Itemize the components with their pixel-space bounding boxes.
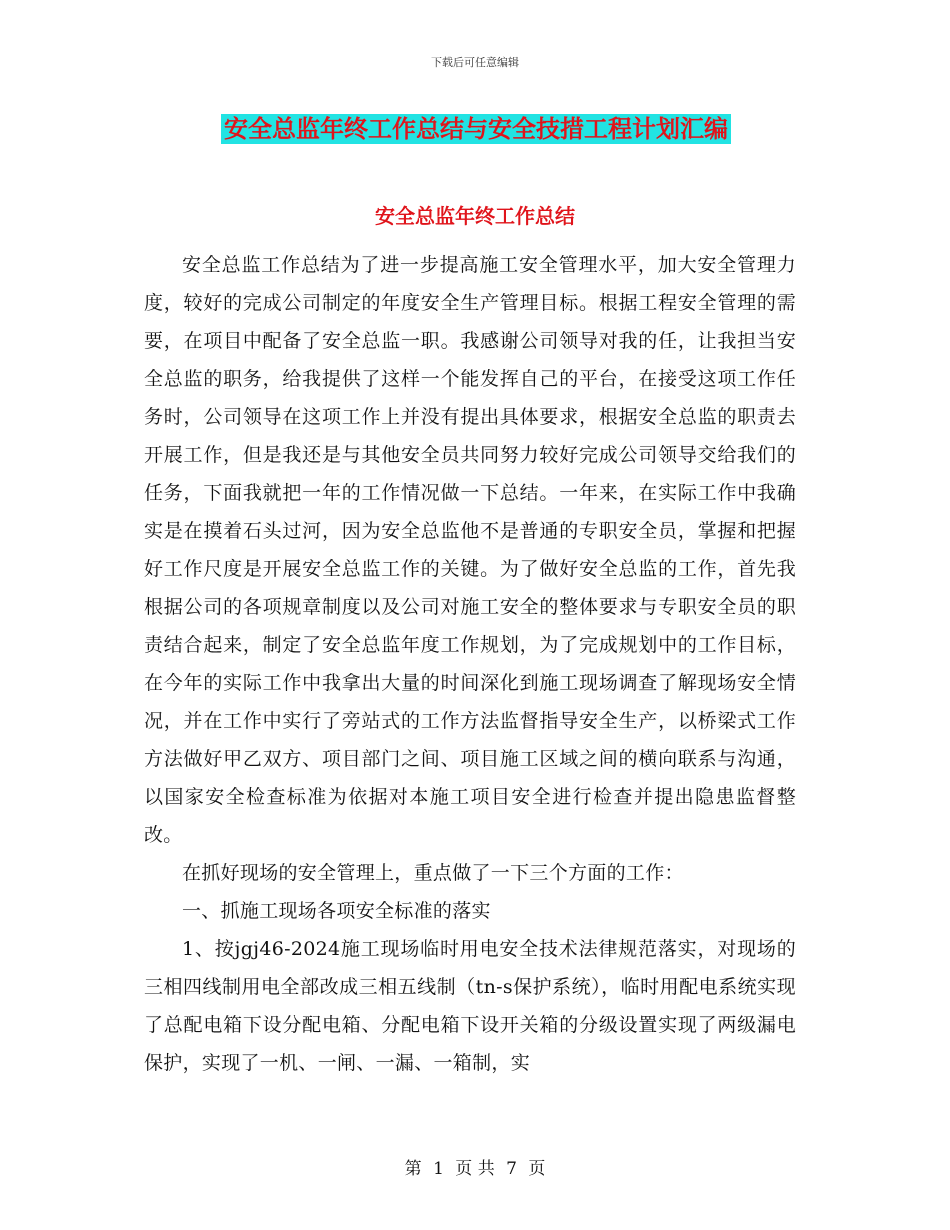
footer-middle: 页 共 [455,1159,495,1179]
footer-page-number: 1 [433,1159,444,1179]
page-footer [0,1154,950,1179]
document-body [144,246,796,1082]
footer-prefix: 第 [404,1159,422,1179]
footer-suffix: 页 [528,1159,546,1179]
section-title: 安全总监年终工作总结 [375,204,575,228]
paragraph-heading-one: 一、抓施工现场各项安全标准的落实 [182,900,491,922]
document-title: 安全总监年终工作总结与安全技措工程计划汇编 [221,114,731,144]
header-note: 下载后可任意编辑 [431,56,519,69]
paragraph-intro: 安全总监工作总结为了进一步提高施工安全管理水平，加大安全管理力度，较好的完成公司制定的年度安全生产管理目标。根据工程安全管理的需要，在项目中配备了安全总监一职。我感谢公司领导对我的任，让我担当安全总监的职务，给我提供了这样一个能发挥自己的平台，在接受这项工作任务时，公司领导在这项工作上并没有提出具体要求，根据安全总监的职责去开展工作，但是我还是与其他安全员共同努力较好完成公司领导交给我们的任务，下面我就把一年的工作情况做一下总结。一年来，在实际工作中我确实是在摸着石头过河，因为安全总监他不是普通的专职安全员，掌握和把握好工作尺度是开展安全总监工作的关键。为了做好安全总监的工作，首先我根据公司的各项规章制度以及公司对施工安全的整体要求与专职安全员的职责结合起来，制定了安全总监年度工作规划，为了完成规划中的工作目标，在今年的实际工作中我拿出大量的时间深化到施工现场调查了解现场安全情况，并在工作中实行了旁站式的工作方法监督指导安全生产，以桥梁式工作方法做好甲乙双方、项目部门之间、项目施工区域之间的横向联系与沟通，以国家安全检查标准为依据对本施工项目安全进行检查并提出隐患监督整改。 [144,254,796,846]
paragraph-item-one: 1、按jgj46-2024施工现场临时用电安全技术法律规范落实，对现场的三相四线制用电全部改成三相五线制（tn-s保护系统），临时用配电系统实现了总配电箱下设分配电箱、分配电箱下设开关箱的分级设置实现了两级漏电保护，实现了一机、一闸、一漏、一箱制，实 [144,938,796,1074]
paragraph-focus: 在抓好现场的安全管理上，重点做了一下三个方面的工作： [182,862,684,884]
footer-total-pages: 7 [506,1159,517,1179]
